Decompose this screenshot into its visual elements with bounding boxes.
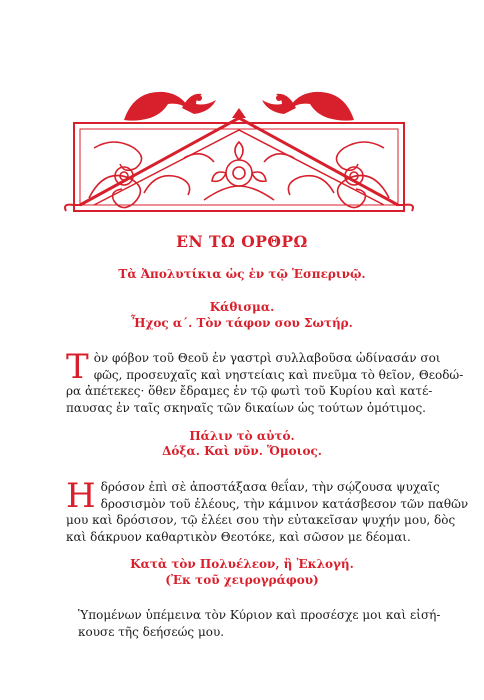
text-line: μου καὶ δρόσισον, τῷ ἐλέει σου τὴν εὐτακεῖσαν ψυχήν μου, δὸς [66, 513, 456, 527]
rubric-palin: Πάλιν τὸ αὐτό. [189, 429, 295, 443]
rubric-doxa: Δόξα. Καὶ νῦν. Ὅμοιος. [162, 444, 322, 458]
text-line: ὸν φόβον τοῦ Θεοῦ ἐν γαστρὶ συλλαβοῦσα ὠδίνασάν σοι [93, 351, 441, 365]
text-line: κουσε τῆς δεήσεώς μου. [78, 624, 225, 639]
text-line: δροσισμὸν τοῦ ἐλέους, τὴν κάμινον κατάσβεσον τῶν παθῶν [100, 496, 469, 511]
rubric-apolytikia: Τὰ Ἀπολυτίκια ὡς ἐν τῷ Ἑσπερινῷ. [118, 267, 366, 281]
rubric-polyeleos: Κατὰ τὸν Πολυέλεον, ἢ Ἐκλογή. [130, 557, 354, 571]
drop-cap-initial: Η [66, 476, 96, 516]
text-line: δρόσον ἐπὶ σὲ ἀποστάξασα θεΐαν, τὴν σῴζουσα ψυχαῖς [100, 480, 440, 494]
drop-cap-initial: Τ [66, 347, 89, 387]
ornamental-headpiece [64, 78, 414, 218]
text-line: καὶ δάκρυον καθαρτικὸν Θεοτόκε, καὶ σῶσον με δέομαι. [66, 529, 411, 544]
hymn-paragraph-1 [66, 347, 464, 416]
text-line: Ὑπομένων ὑπέμεινα τὸν Κύριον καὶ προσέσχε μοι καὶ εἰσή- [78, 608, 441, 622]
text-line: ρα ἀπέτεκες· ὅθεν ἔδραμες ἐν τῷ φωτὶ τοῦ Κυρίου καὶ κατέ- [66, 384, 433, 398]
section-heading: ΕΝ ΤΩ ΟΡΘΡΩ [176, 232, 308, 251]
hymn-paragraph-3 [78, 607, 441, 640]
rubric-cheirografou: (Ἐκ τοῦ χειρογράφου) [165, 573, 319, 587]
text-line: φῶς, προσευχαῖς καὶ νηστείαις καὶ πνεῦμα τὸ θεῖον, Θεοδώ- [93, 367, 464, 382]
rubric-kathisma: Κάθισμα. [209, 300, 275, 314]
rubric-echos: Ἦχος α΄. Τὸν τάφον σου Σωτήρ. [131, 316, 353, 330]
hymn-paragraph-2 [66, 476, 469, 545]
text-line: παυσας ἐν ταῖς σκηναῖς τῶν δικαίων ὡς τούτων ὁμότιμος. [66, 400, 426, 415]
